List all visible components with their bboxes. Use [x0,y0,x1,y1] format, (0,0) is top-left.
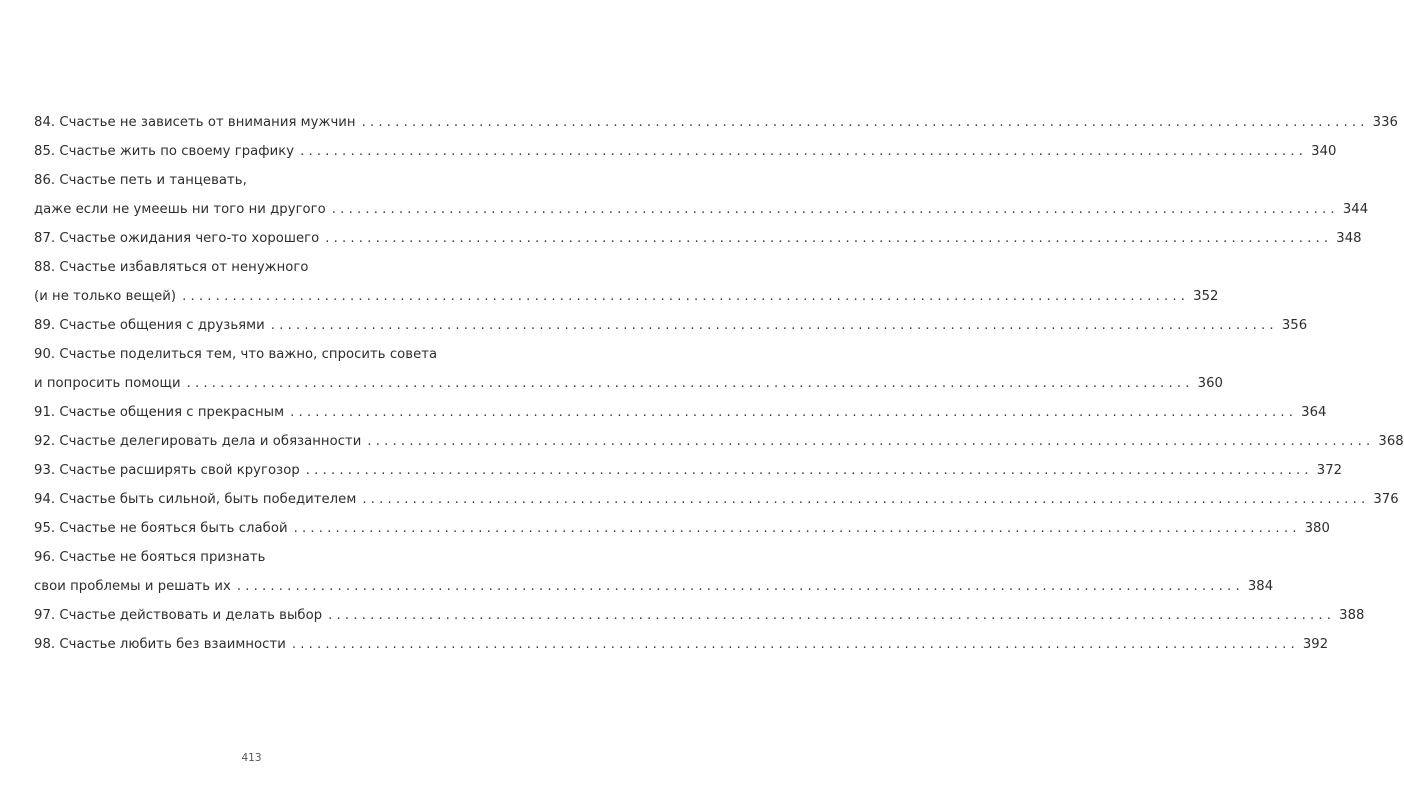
toc-page-number: 340 [1311,144,1337,159]
toc-line [34,601,1365,630]
toc-line [34,311,1308,340]
toc-entry-title: 87. Счастье ожидания чего-то хорошего [34,231,320,246]
toc-line [34,427,1404,456]
toc-line [34,543,465,572]
toc-entry [34,340,1223,398]
toc-page-number: 348 [1336,231,1362,246]
toc-entry-title: 90. Счастье поделиться тем, что важно, спросить совета [34,347,438,362]
toc-page-number: 384 [1247,579,1274,594]
toc-line [34,137,1337,166]
toc-entry [34,543,1274,601]
toc-entry [34,108,1398,137]
toc-entry [34,514,1330,543]
toc-page-number: 368 [1378,434,1404,449]
toc-entry-title: 86. Счастье петь и танцевать, [34,173,247,188]
toc-entry-title: даже если не умеешь ни того ни другого [34,202,326,217]
toc-entry-title: (и не только вещей) [34,289,177,304]
dot-leader: ........................................................................................................................ [328,608,1336,623]
dot-leader: ........................................................................................................................ [362,492,1370,507]
toc-entry-title: 91. Счастье общения с прекрасным [34,405,285,420]
toc-entry [34,630,1329,659]
toc-entry-title: 84. Счастье не зависеть от внимания мужчин [34,115,356,130]
toc-entry [34,253,1219,311]
toc-entry-title: 97. Счастье действовать и делать выбор [34,608,323,623]
toc-entry [34,166,1369,224]
toc-entry-title: 98. Счастье любить без взаимности [34,637,286,652]
dot-leader: ........................................................................................................................ [186,376,1194,391]
toc-entry-title: 92. Счастье делегировать дела и обязанности [34,434,362,449]
dot-leader: ........................................................................................................................ [290,405,1298,420]
toc-line [34,369,1223,398]
dot-leader: ........................................................................................................................ [331,202,1339,217]
dot-leader: ........................................................................................................................ [236,579,1244,594]
toc-line [34,253,465,282]
toc-entry [34,224,1362,253]
toc-page-number: 380 [1304,521,1330,536]
toc-line [34,282,1219,311]
table-of-contents [34,108,1404,659]
toc-page-number: 364 [1301,405,1327,420]
dot-leader: ........................................................................................................................ [325,231,1333,246]
toc-entry-title: и попросить помощи [34,376,181,391]
toc-page-number: 388 [1339,608,1365,623]
toc-line [34,514,1330,543]
toc-line [34,456,1343,485]
dot-leader: ........................................................................................................................ [291,637,1299,652]
toc-page-number: 360 [1197,376,1223,391]
toc-entry [34,137,1337,166]
dot-leader: ........................................................................................................................ [293,521,1301,536]
toc-entry-title: 89. Счастье общения с друзьями [34,318,265,333]
toc-line [34,195,1369,224]
toc-line [34,166,465,195]
toc-page-number: 344 [1342,202,1369,217]
page-number: 413 [241,752,262,764]
toc-page-number: 356 [1281,318,1308,333]
toc-page-number: 376 [1373,492,1399,507]
dot-leader: ........................................................................................................................ [305,463,1313,478]
toc-entry [34,456,1343,485]
dot-leader: ........................................................................................................................ [270,318,1278,333]
dot-leader: ........................................................................................................................ [182,289,1190,304]
toc-entry-title: 88. Счастье избавляться от ненужного [34,260,309,275]
toc-page-number: 372 [1316,463,1343,478]
toc-page-number: 392 [1302,637,1329,652]
toc-entry-title: 93. Счастье расширять свой кругозор [34,463,300,478]
toc-entry [34,311,1308,340]
toc-entry-title: 94. Счастье быть сильной, быть победителем [34,492,357,507]
toc-line [34,398,1327,427]
toc-line [34,108,1398,137]
toc-line [34,340,465,369]
toc-page-number: 336 [1372,115,1398,130]
toc-entry-title: 85. Счастье жить по своему графику [34,144,295,159]
toc-line [34,572,1274,601]
dot-leader: ........................................................................................................................ [361,115,1369,130]
dot-leader: ........................................................................................................................ [300,144,1308,159]
toc-line [34,224,1362,253]
toc-line [34,630,1329,659]
toc-entry [34,398,1327,427]
toc-line [34,485,1399,514]
toc-entry [34,427,1404,456]
toc-entry-title: свои проблемы и решать их [34,579,231,594]
toc-page-number: 352 [1193,289,1219,304]
toc-entry-title: 96. Счастье не бояться признать [34,550,266,565]
dot-leader: ........................................................................................................................ [367,434,1375,449]
toc-entry [34,485,1399,514]
toc-entry-title: 95. Счастье не бояться быть слабой [34,521,288,536]
toc-entry [34,601,1365,630]
